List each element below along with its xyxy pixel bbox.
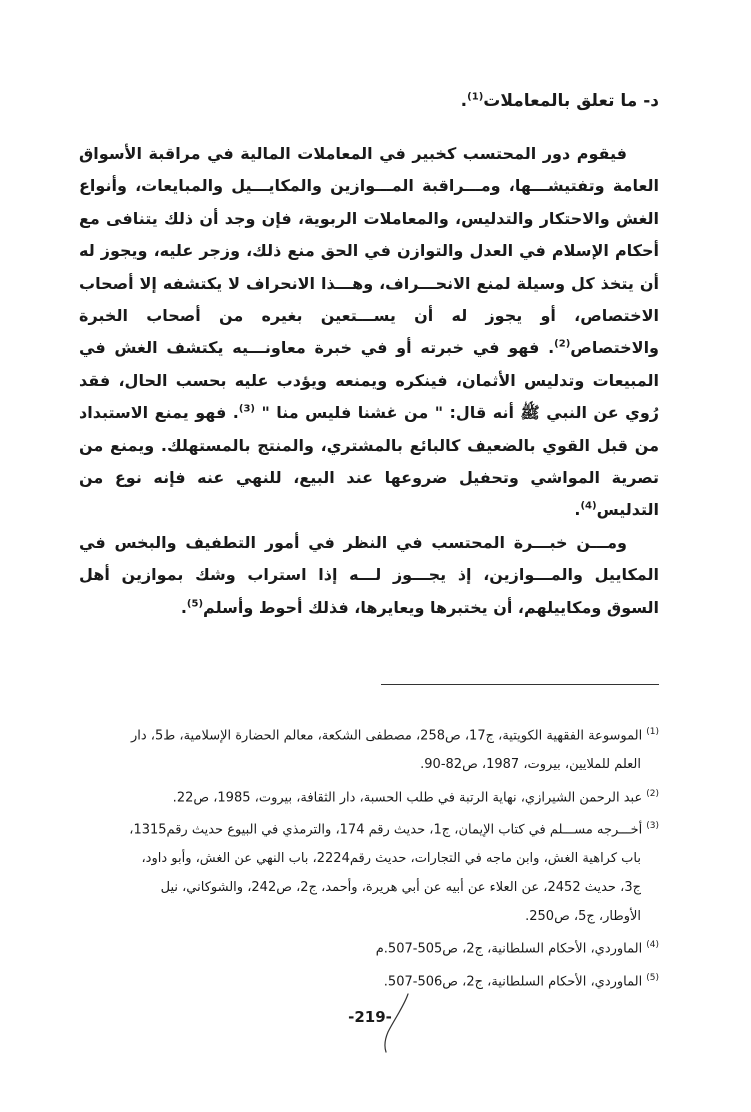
paragraph-2-part-1: ومـــن خبـــرة المحتسب في النظر في أمور التطفيف والبخس في المكاييل والمـــوازين، إذ يجـــوز لـــه إذا استراب وشك بموازين أهل السوق ومكاييلهم، أن يختبرها ويعايرها، فذلك أحوط وأسلم <box>79 532 659 617</box>
footnote-number: (5) <box>646 973 659 984</box>
footnote-text: باب كراهية الغش، وابن ماجه في التجارات، حديث رقم2224، باب النهي عن الغش، وأبو داود، <box>141 851 641 867</box>
pen-stroke-mark <box>382 992 412 1054</box>
section-heading-end: . <box>460 91 468 111</box>
footnote-text: أخـــرجه مســـلم في كتاب الإيمان، ج1، حديث رقم 174، والترمذي في البيوع حديث رقم1315، <box>129 822 643 838</box>
footnote-text: الموسوعة الفقهية الكويتية، ج17، ص258، مصطفى الشكعة، معالم الحضارة الإسلامية، ط5، دار <box>130 728 643 744</box>
footnote-number: (2) <box>646 788 659 799</box>
footnote-5 <box>74 964 659 997</box>
footnote-text: الأوطار، ج5، ص250. <box>525 908 641 924</box>
footnote-1 <box>74 718 659 780</box>
body-text <box>79 138 659 624</box>
footnote-4 <box>74 931 659 964</box>
footnote-ref-1: (1) <box>467 91 484 103</box>
footnote-text: الماوردي، الأحكام السلطانية، ج2، ص506-507. <box>383 974 643 990</box>
section-heading-text: د- ما تعلق بالمعاملات <box>483 91 659 111</box>
paragraph-1 <box>79 138 659 527</box>
paragraph-1-part-2: . فهو في خبرته أو في خبرة معاونـــيه يكتشف الغش في المبيعات وتدليس الأثمان، فينكره ويمنعه ويؤدب عليه بحسب الحال، فقد رُوي عن النبي ﷺ أنه قال: " من غشنا فليس منا " <box>79 338 659 423</box>
footnote-text: الماوردي، الأحكام السلطانية، ج2، ص505-507.م <box>375 941 643 957</box>
page-number: -219- <box>348 1008 392 1026</box>
footnotes-list <box>74 718 659 997</box>
footnote-text: ج3، حديث 2452، عن العلاء عن أبيه عن أبي هريرة، وأحمد، ج2، ص242، والشوكاني، نيل <box>160 879 641 895</box>
footnote-number: (4) <box>646 940 659 951</box>
paragraph-1-part-1: فيقوم دور المحتسب كخبير في المعاملات المالية في مراقبة الأسواق العامة وتفتيشـــها، ومـــراقبة المـــوازين والمكايـــيل والمبايعات، وأنواع الغش والاحتكار والتدليس، والمعاملات الربوية، فإن وجد أن ذلك يتنافى مع أحكام الإسلام في العدل والتوازن في الحق منع ذلك، وزجر عليه، ويجوز له أن يتخذ كل وسيلة لمنع الانحـــراف، وهـــذا الانحراف لا يكتشفه إلا أصحاب الاختصاص، أو يجوز له أن يســـتعين بغيره من أصحاب الخبرة والاختصاص <box>79 144 659 358</box>
footnote-ref-5: (5) <box>186 598 204 610</box>
footnote-number: (3) <box>646 821 659 832</box>
footnote-3 <box>74 812 659 931</box>
paragraph-2-part-2: . <box>180 597 187 617</box>
footnote-ref-4: (4) <box>580 501 597 513</box>
paragraph-2 <box>79 527 659 624</box>
footnote-ref-3: (3) <box>238 403 255 415</box>
footnote-2 <box>74 780 659 813</box>
footnote-text: عبد الرحمن الشيرازي، نهاية الرتبة في طلب الحسبة، دار الثقافة، بيروت، 1985، ص22. <box>172 789 643 805</box>
footnote-separator <box>381 684 659 685</box>
section-heading <box>99 86 659 116</box>
paragraph-1-part-3: . فهو يمنع الاستبداد من قبل القوي بالضعيف كالبائع بالمشتري، والمنتج بالمستهلك. ويمنع من تصرية المواشي وتحفيل ضروعها عند البيع، للنهي عنه فإنه نوع من التدليس <box>79 403 659 520</box>
footnote-text: العلم للملايين، بيروت، 1987، ص82-90. <box>420 756 641 772</box>
footnote-ref-2: (2) <box>554 339 571 351</box>
footnote-number: (1) <box>646 727 659 737</box>
paragraph-1-part-4: . <box>574 500 581 520</box>
